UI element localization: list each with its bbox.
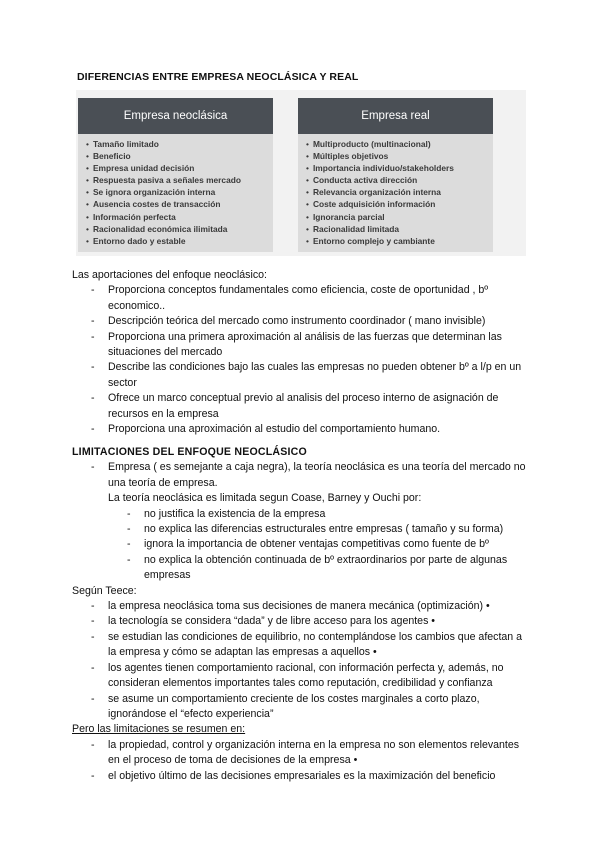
real-header: Empresa real <box>298 98 493 134</box>
teece-item: - la empresa neoclásica toma sus decisiones de manera mecánica (optimización) • <box>72 599 532 614</box>
limitaciones-section <box>72 445 532 784</box>
neoclassical-item: • Información perfecta <box>86 211 273 223</box>
neoclassical-item: • Respuesta pasiva a señales mercado <box>86 174 273 186</box>
teece-item: - la tecnología se considera “dada” y de libre acceso para los agentes • <box>72 614 532 629</box>
aportacion-item: - Descripción teórica del mercado como instrumento coordinador ( mano invisible) <box>72 314 532 329</box>
resumen-item: - el objetivo último de las decisiones empresariales es la maximización del beneficio <box>72 769 532 784</box>
neoclassical-item: • Tamaño limitado <box>86 138 273 150</box>
aportaciones-intro: Las aportaciones del enfoque neoclásico: <box>72 269 267 281</box>
real-item: • Multiproducto (multinacional) <box>306 138 493 150</box>
coase-item: - no justifica la existencia de la empresa <box>72 507 532 522</box>
real-item: • Coste adquisición información <box>306 198 493 210</box>
teece-item: - los agentes tienen comportamiento racional, con información perfecta y, además, no consideran elementos importantes tales como reputación, credibilidad y confianza <box>72 661 532 692</box>
real-item: • Relevancia organización interna <box>306 186 493 198</box>
limitaciones-title: LIMITACIONES DEL ENFOQUE NEOCLÁSICO <box>72 446 307 458</box>
neoclassical-item: • Entorno dado y estable <box>86 235 273 247</box>
teece-item: - se estudian las condiciones de equilibrio, no contemplándose los cambios que afectan a la empresa y cómo se adaptan las empresas a aquellos • <box>72 630 532 661</box>
resumen-item: - la propiedad, control y organización interna en la empresa no son elementos relevantes en el proceso de toma de decisiones de la empresa • <box>72 738 532 769</box>
neoclassical-item: • Empresa unidad decisión <box>86 162 273 174</box>
neoclassical-column <box>78 98 273 248</box>
teece-item: - se asume un comportamiento creciente de los costes marginales a corto plazo, ignorándose el “efecto experiencia” <box>72 692 532 723</box>
real-item: • Múltiples objetivos <box>306 150 493 162</box>
real-item: • Conducta activa dirección <box>306 174 493 186</box>
coase-item: - ignora la importancia de obtener ventajas competitivas como fuente de bº <box>72 537 532 552</box>
real-column <box>298 98 493 248</box>
teece-intro: Según Teece: <box>72 584 137 597</box>
real-item: • Entorno complejo y cambiante <box>306 235 493 247</box>
coase-intro: La teoría neoclásica es limitada segun Coase, Barney y Ouchi por: <box>108 492 422 505</box>
aportacion-item: - Proporciona una aproximación al estudio del comportamiento humano. <box>72 422 532 437</box>
neoclassical-item: • Beneficio <box>86 150 273 162</box>
comparison-table <box>76 90 526 256</box>
neoclassical-item: • Ausencia costes de transacción <box>86 198 273 210</box>
neoclassical-header: Empresa neoclásica <box>78 98 273 134</box>
real-item: • Ignorancia parcial <box>306 211 493 223</box>
aportacion-item: - Proporciona conceptos fundamentales como eficiencia, coste de oportunidad , bº economico.. <box>72 283 532 314</box>
aportaciones-section <box>72 268 532 437</box>
real-item: • Importancia individuo/stakeholders <box>306 162 493 174</box>
real-item: • Racionalidad limitada <box>306 223 493 235</box>
limitacion-item: - Empresa ( es semejante a caja negra), la teoría neoclásica es una teoría del mercado no una teoría de empresa. <box>72 460 532 491</box>
neoclassical-item: • Se ignora organización interna <box>86 186 273 198</box>
coase-item: - no explica la obtención continuada de bº extraordinarios por parte de algunas empresas <box>72 553 532 584</box>
neoclassical-item: • Racionalidad económica ilimitada <box>86 223 273 235</box>
aportacion-item: - Ofrece un marco conceptual previo al analisis del proceso interno de asignación de recursos en la empresa <box>72 391 532 422</box>
resumen-intro: Pero las limitaciones se resumen en: <box>72 723 246 736</box>
aportacion-item: - Proporciona una primera aproximación al análisis de las fuerzas que determinan las situaciones del mercado <box>72 330 532 361</box>
coase-item: - no explica las diferencias estructurales entre empresas ( tamaño y su forma) <box>72 522 532 537</box>
page-title: DIFERENCIAS ENTRE EMPRESA NEOCLÁSICA Y REAL <box>77 71 359 83</box>
aportacion-item: - Describe las condiciones bajo las cuales las empresas no pueden obtener bº a l/p en un sector <box>72 360 532 391</box>
